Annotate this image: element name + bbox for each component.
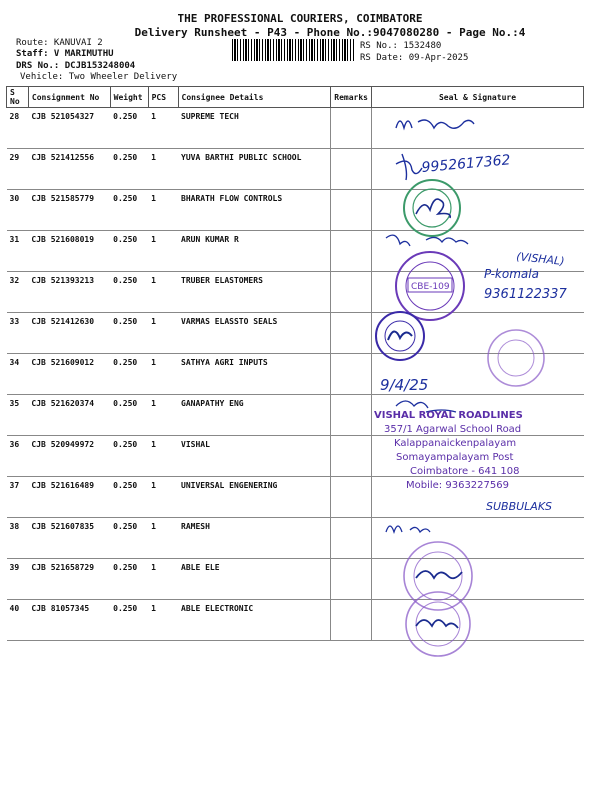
cell-remarks	[331, 559, 372, 600]
runsheet-table	[6, 86, 584, 641]
cell-sno: 39	[7, 559, 29, 600]
cell-sno: 28	[7, 108, 29, 149]
cell-weight: 0.250	[110, 272, 148, 313]
rs-number: RS No.: 1532480	[360, 41, 442, 51]
handwritten-name: (VISHAL)	[515, 250, 566, 269]
cell-pcs: 1	[148, 231, 178, 272]
cell-pcs: 1	[148, 313, 178, 354]
cell-remarks	[331, 354, 372, 395]
cell-consignee: SATHYA AGRI INPUTS	[178, 354, 331, 395]
cell-sno: 33	[7, 313, 29, 354]
cell-weight: 0.250	[110, 149, 148, 190]
cell-weight: 0.250	[110, 436, 148, 477]
cell-sno: 32	[7, 272, 29, 313]
cell-weight: 0.250	[110, 518, 148, 559]
stamp-code: CBE-109	[411, 282, 450, 292]
cell-consignee: RAMESH	[178, 518, 331, 559]
cell-pcs: 1	[148, 395, 178, 436]
cell-consignment: CJB 521607835	[28, 518, 110, 559]
cell-consignment: CJB 521393213	[28, 272, 110, 313]
cell-signature	[371, 354, 583, 395]
cell-weight: 0.250	[110, 559, 148, 600]
runsheet-title: THE PROFESSIONAL COURIERS, COIMBATORE	[177, 12, 423, 25]
cell-remarks	[331, 436, 372, 477]
cell-remarks	[331, 190, 372, 231]
cell-consignment: CJB 521620374	[28, 395, 110, 436]
table-row	[7, 395, 584, 436]
cell-signature	[371, 272, 583, 313]
cell-pcs: 1	[148, 600, 178, 641]
table-row	[7, 272, 584, 313]
stamp-line: Coimbatore - 641 108	[410, 466, 520, 477]
stamp-line: Kalappanaickenpalayam	[394, 438, 517, 449]
cell-signature	[371, 559, 583, 600]
cell-pcs: 1	[148, 190, 178, 231]
cell-weight: 0.250	[110, 190, 148, 231]
cell-consignment: CJB 521608019	[28, 231, 110, 272]
stamp-line: Somayampalayam Post	[396, 452, 514, 463]
table-row	[7, 600, 584, 641]
cell-pcs: 1	[148, 149, 178, 190]
cell-signature	[371, 190, 583, 231]
cell-sno: 38	[7, 518, 29, 559]
cell-pcs: 1	[148, 108, 178, 149]
cell-pcs: 1	[148, 354, 178, 395]
cell-consignment: CJB 521054327	[28, 108, 110, 149]
table-row	[7, 477, 584, 518]
cell-remarks	[331, 313, 372, 354]
stamp-line: Mobile: 9363227569	[406, 480, 509, 491]
table-row	[7, 518, 584, 559]
table-row	[7, 149, 584, 190]
cell-signature	[371, 149, 583, 190]
barcode	[232, 39, 354, 61]
cell-consignee: YUVA BARTHI PUBLIC SCHOOL	[178, 149, 331, 190]
cell-remarks	[331, 395, 372, 436]
cell-sno: 30	[7, 190, 29, 231]
stamp-line: 357/1 Agarwal School Road	[384, 424, 522, 435]
cell-consignment: CJB 521616489	[28, 477, 110, 518]
cell-weight: 0.250	[110, 108, 148, 149]
cell-signature	[371, 477, 583, 518]
cell-sno: 40	[7, 600, 29, 641]
cell-sno: 31	[7, 231, 29, 272]
cell-consignment: CJB 521412556	[28, 149, 110, 190]
vehicle-info: Vehicle: Two Wheeler Delivery	[20, 72, 178, 82]
cell-weight: 0.250	[110, 313, 148, 354]
cell-consignment: CJB 521412630	[28, 313, 110, 354]
cell-sno: 34	[7, 354, 29, 395]
cell-remarks	[331, 272, 372, 313]
cell-remarks	[331, 231, 372, 272]
cell-signature	[371, 231, 583, 272]
col-seal: Seal & Signature	[371, 87, 583, 108]
table-row	[7, 559, 584, 600]
cell-consignee: TRUBER ELASTOMERS	[178, 272, 331, 313]
cell-remarks	[331, 149, 372, 190]
cell-consignee: BHARATH FLOW CONTROLS	[178, 190, 331, 231]
cell-pcs: 1	[148, 436, 178, 477]
cell-signature	[371, 395, 583, 436]
handwritten-name: SUBBULAKS	[486, 500, 553, 513]
cell-sno: 35	[7, 395, 29, 436]
table-row	[7, 108, 584, 149]
cell-consignee: SUPREME TECH	[178, 108, 331, 149]
runsheet-subtitle: Delivery Runsheet - P43 - Phone No.:9047080280 - Page No.:4	[134, 26, 526, 39]
col-consignment: Consignment No	[28, 87, 110, 108]
cell-pcs: 1	[148, 518, 178, 559]
cell-pcs: 1	[148, 477, 178, 518]
cell-consignee: ARUN KUMAR R	[178, 231, 331, 272]
cell-signature	[371, 600, 583, 641]
cell-consignee: VARMAS ELASSTO SEALS	[178, 313, 331, 354]
route-info: Route: KANUVAI 2	[16, 38, 103, 48]
col-sno: S No	[7, 87, 29, 108]
cell-sno: 37	[7, 477, 29, 518]
handwritten-date: 9/4/25	[380, 376, 429, 394]
cell-remarks	[331, 518, 372, 559]
cell-remarks	[331, 477, 372, 518]
cell-consignment: CJB 521609012	[28, 354, 110, 395]
staff-info: Staff: V MARIMUTHU	[16, 49, 114, 59]
cell-signature	[371, 313, 583, 354]
cell-consignee: UNIVERSAL ENGENERING	[178, 477, 331, 518]
cell-consignee: ABLE ELECTRONIC	[178, 600, 331, 641]
cell-signature	[371, 518, 583, 559]
stamp-line: VISHAL ROYAL ROADLINES	[374, 410, 523, 421]
table-row	[7, 231, 584, 272]
cell-consignee: ABLE ELE	[178, 559, 331, 600]
cell-sno: 36	[7, 436, 29, 477]
handwritten-phone: 9952617362	[420, 152, 512, 176]
table-row	[7, 436, 584, 477]
handwritten-phone: 9361122337	[484, 287, 567, 302]
table-row	[7, 190, 584, 231]
cell-weight: 0.250	[110, 395, 148, 436]
cell-consignee: VISHAL	[178, 436, 331, 477]
drs-number: DRS No.: DCJB153248004	[16, 61, 136, 71]
cell-consignment: CJB 81057345	[28, 600, 110, 641]
cell-weight: 0.250	[110, 477, 148, 518]
table-row	[7, 354, 584, 395]
cell-weight: 0.250	[110, 231, 148, 272]
cell-consignment: CJB 520949972	[28, 436, 110, 477]
cell-consignment: CJB 521585779	[28, 190, 110, 231]
cell-signature	[371, 436, 583, 477]
cell-remarks	[331, 108, 372, 149]
table-header	[7, 87, 584, 108]
cell-pcs: 1	[148, 559, 178, 600]
handwritten-name: P-komala	[484, 267, 539, 281]
cell-pcs: 1	[148, 272, 178, 313]
cell-weight: 0.250	[110, 354, 148, 395]
col-weight: Weight	[110, 87, 148, 108]
cell-consignment: CJB 521658729	[28, 559, 110, 600]
cell-remarks	[331, 600, 372, 641]
col-remarks: Remarks	[331, 87, 372, 108]
cell-weight: 0.250	[110, 600, 148, 641]
table-row	[7, 313, 584, 354]
cell-signature	[371, 108, 583, 149]
cell-consignee: GANAPATHY ENG	[178, 395, 331, 436]
col-pcs: PCS	[148, 87, 178, 108]
cell-sno: 29	[7, 149, 29, 190]
col-consignee: Consignee Details	[178, 87, 331, 108]
rs-date: RS Date: 09-Apr-2025	[360, 53, 469, 63]
